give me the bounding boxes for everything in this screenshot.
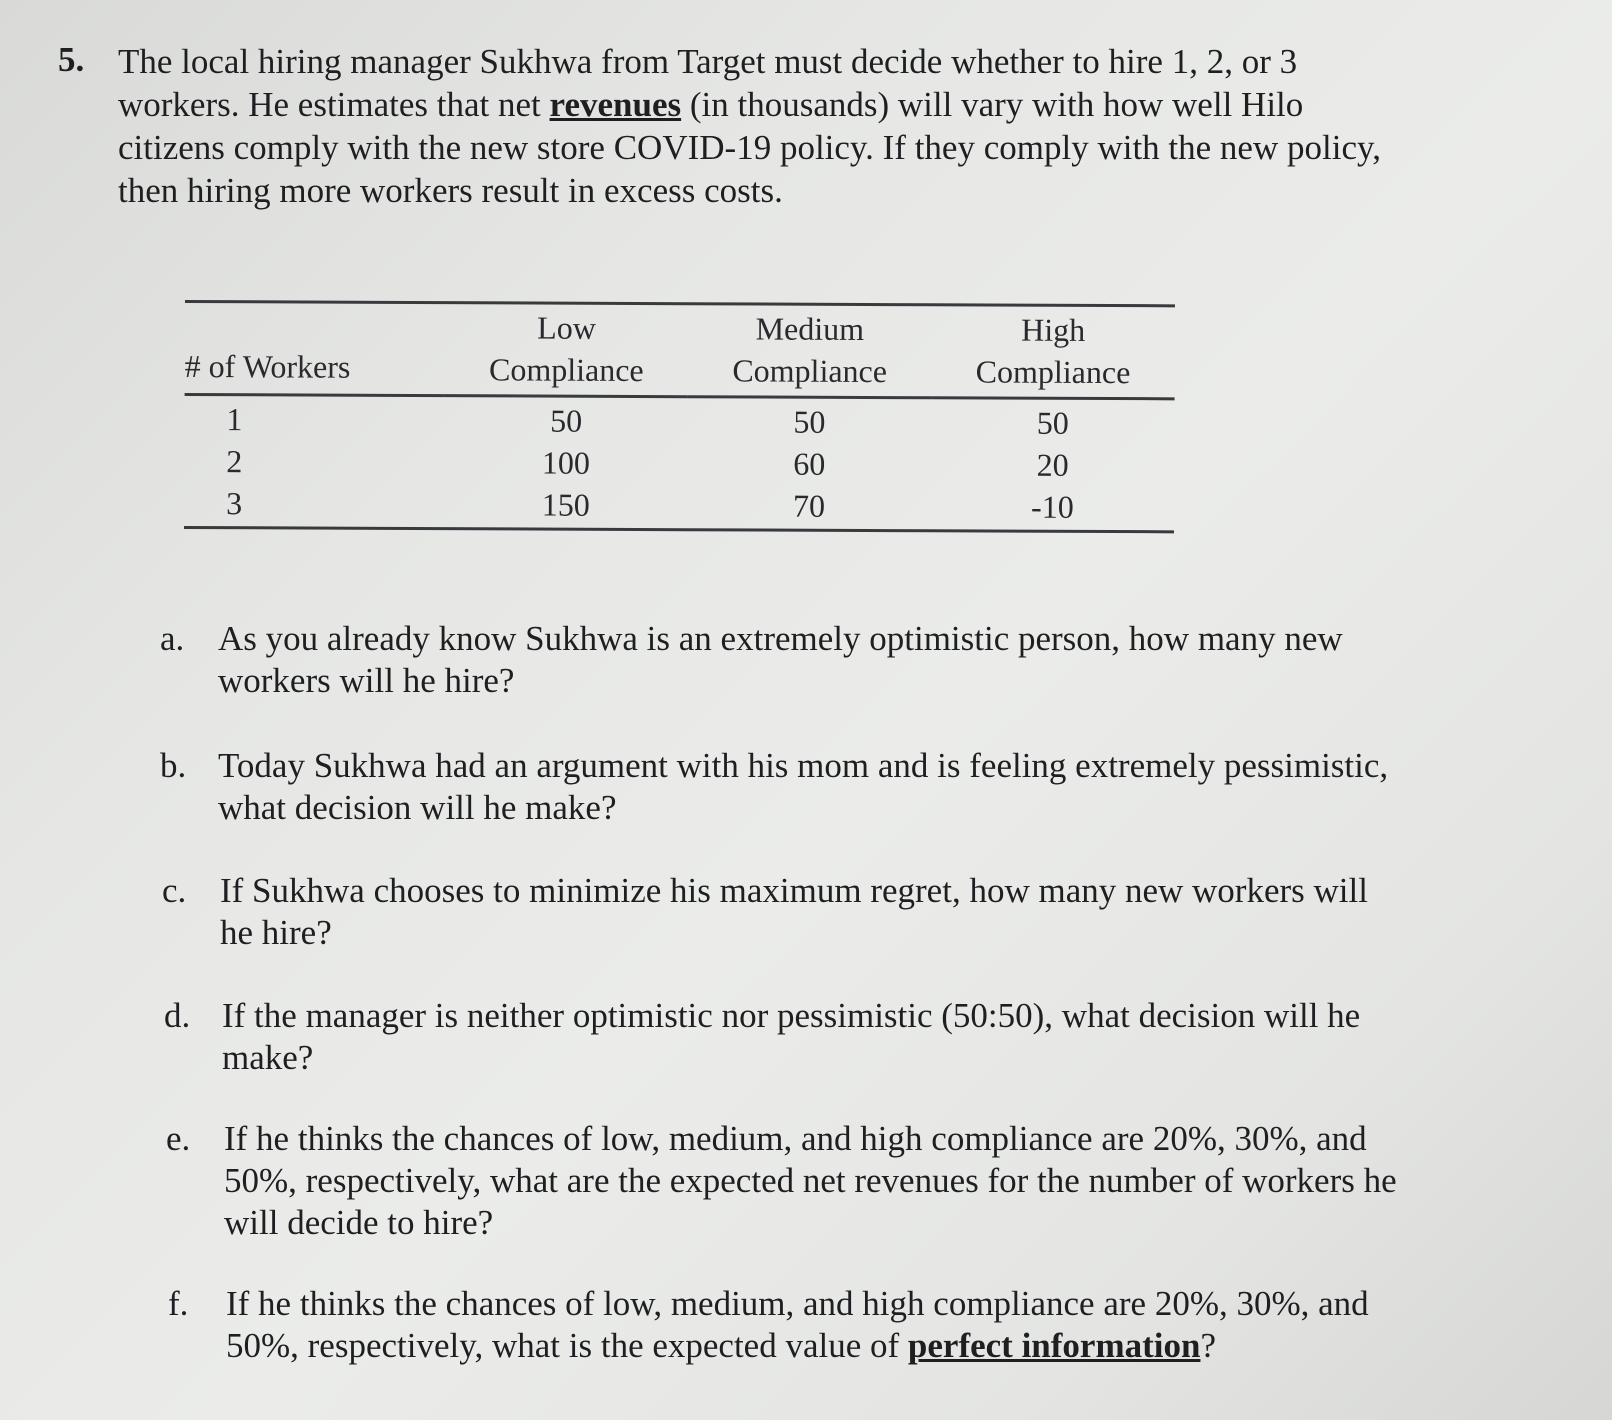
header-high-line1: High <box>1021 311 1086 348</box>
cell-high: -10 <box>931 485 1175 532</box>
subquestion-f-line1: If he thinks the chances of low, medium, and high compliance are 20%, 30%, and <box>226 1284 1369 1323</box>
subquestion-e-line1: If he thinks the chances of low, medium, and high compliance are 20%, 30%, and <box>224 1119 1367 1158</box>
intro-line-2-start: workers. He estimates that net <box>118 85 550 124</box>
subquestion-e-text <box>224 1118 1464 1244</box>
subquestion-e-line3: will decide to hire? <box>224 1203 494 1242</box>
subquestion-e-line2: 50%, respectively, what are the expected net revenues for the number of workers he <box>224 1161 1397 1200</box>
cell-high: 50 <box>1036 404 1069 441</box>
subquestion-b-line1: Today Sukhwa had an argument with his mom and is feeling extremely pessimistic, <box>218 746 1389 785</box>
subquestion-b-text <box>218 745 1458 829</box>
table-row <box>184 394 1174 444</box>
cell-low: 50 <box>550 402 583 439</box>
subquestion-f-line2-end: ? <box>1200 1326 1217 1365</box>
cell-medium: 50 <box>793 403 826 440</box>
header-low-line2: Compliance <box>488 351 644 389</box>
header-medium-line1: Medium <box>755 310 865 347</box>
subquestion-d-line2: make? <box>222 1038 314 1077</box>
header-high-compliance <box>931 305 1175 399</box>
revenues-emphasis: revenues <box>549 85 682 124</box>
subquestion-c-line1: If Sukhwa chooses to minimize his maximum regret, how many new workers will <box>220 871 1368 910</box>
perfect-information-emphasis: perfect information <box>907 1326 1201 1365</box>
header-low-line1: Low <box>537 309 596 346</box>
intro-line-3: citizens comply with the new store COVID-19 policy. If they comply with the new policy, <box>118 128 1381 167</box>
header-workers: # of Workers <box>185 302 445 396</box>
subquestion-f-line2 <box>226 1325 1466 1367</box>
header-high-line2: Compliance <box>975 353 1131 391</box>
subquestion-a-line2: workers will he hire? <box>218 661 515 700</box>
cell-workers: 3 <box>184 482 444 529</box>
subquestion-a-text <box>218 618 1458 702</box>
table-row <box>184 482 1174 532</box>
intro-line-4: then hiring more workers result in excess costs. <box>118 171 783 210</box>
subquestion-f-letter: f. <box>168 1284 189 1323</box>
payoff-table <box>184 300 1175 533</box>
table-row <box>184 440 1174 486</box>
cell-workers: 2 <box>226 443 243 480</box>
subquestion-d-letter: d. <box>164 996 191 1035</box>
subquestion-c-letter: c. <box>162 871 187 910</box>
header-low-compliance <box>445 303 689 397</box>
cell-medium: 60 <box>793 445 826 482</box>
table-header-row <box>185 302 1175 399</box>
cell-high: 20 <box>1036 446 1069 483</box>
question-number: 5. <box>58 40 85 79</box>
intro-line-2-end: (in thousands) will vary with how well Hilo <box>681 85 1304 124</box>
subquestion-b-line2: what decision will he make? <box>218 788 617 827</box>
subquestion-d-text <box>222 995 1462 1079</box>
subquestion-f-line2-start: 50%, respectively, what is the expected value of <box>226 1326 908 1365</box>
header-medium-compliance <box>688 304 932 398</box>
subquestion-e-letter: e. <box>166 1119 191 1158</box>
cell-low: 150 <box>444 483 688 530</box>
cell-workers: 1 <box>226 401 243 438</box>
payoff-table-wrap <box>184 300 1175 533</box>
subquestion-f-text <box>226 1283 1466 1367</box>
subquestion-a-letter: a. <box>160 619 185 658</box>
question-intro <box>118 40 1488 212</box>
intro-line-2 <box>118 83 1488 126</box>
cell-low: 100 <box>541 444 591 481</box>
subquestion-c-text <box>220 870 1460 954</box>
subquestion-d-line1: If the manager is neither optimistic nor pessimistic (50:50), what decision will he <box>222 996 1361 1035</box>
cell-medium: 70 <box>687 484 931 531</box>
intro-line-1: The local hiring manager Sukhwa from Target must decide whether to hire 1, 2, or 3 <box>118 42 1298 81</box>
header-medium-line2: Compliance <box>732 352 888 390</box>
subquestion-a-line1: As you already know Sukhwa is an extremely optimistic person, how many new <box>218 619 1343 658</box>
subquestion-b-letter: b. <box>160 746 187 785</box>
subquestion-c-line2: he hire? <box>220 913 332 952</box>
